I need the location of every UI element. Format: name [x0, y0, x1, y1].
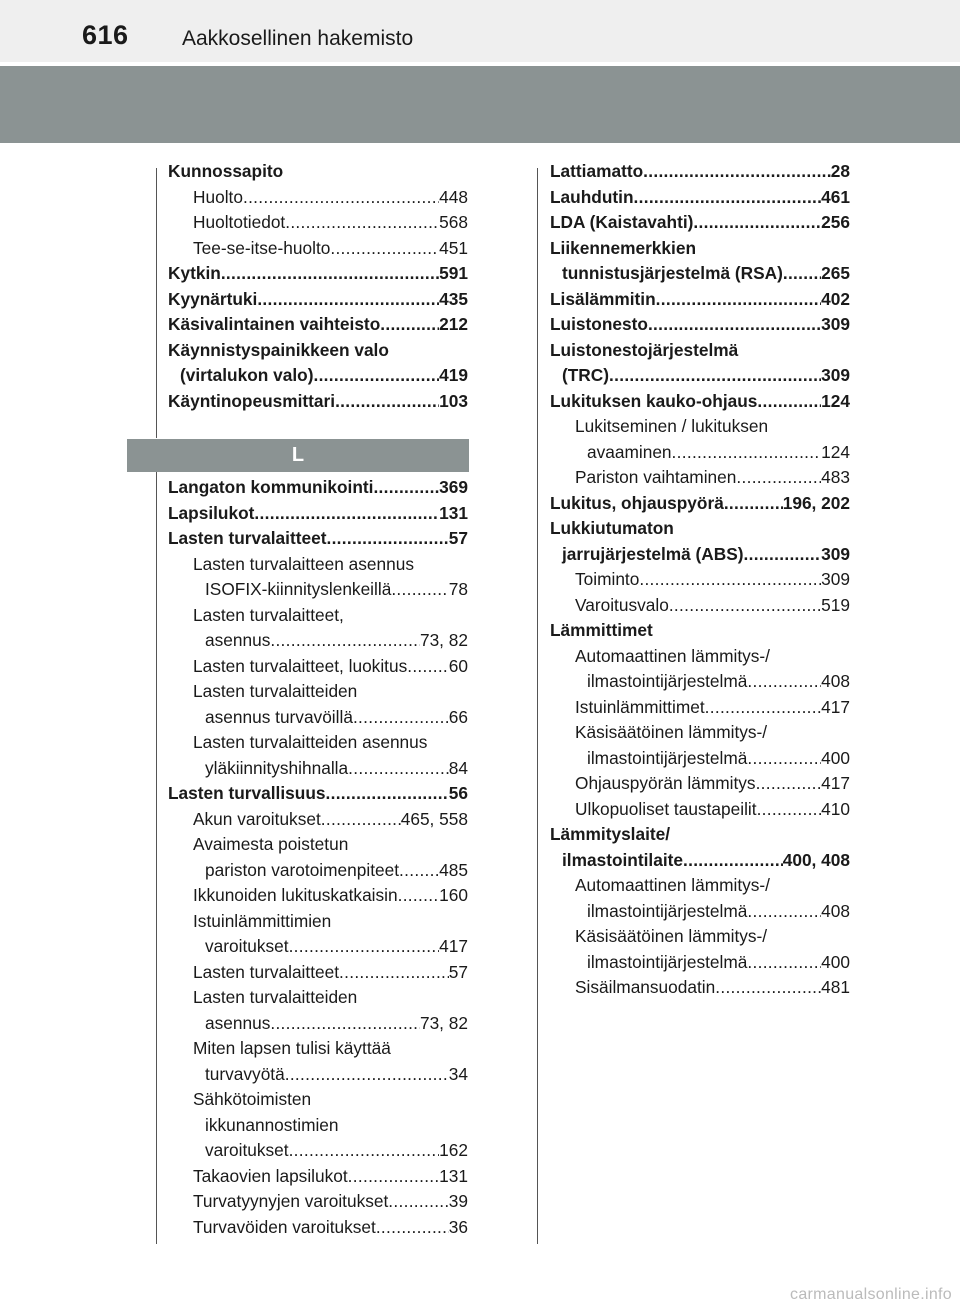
dot-leader: [221, 261, 439, 287]
index-entry: [550, 720, 850, 746]
index-entry: [550, 950, 850, 976]
index-term: Käsivalintainen vaihteisto: [168, 314, 381, 334]
index-term: Käynnistyspainikkeen valo: [168, 339, 389, 360]
index-term: Sähkötoimisten: [193, 1089, 312, 1109]
index-entry: [168, 338, 468, 364]
page-reference: 66: [448, 706, 468, 727]
index-term: Lasten turvalaitteet: [168, 528, 327, 548]
page-reference: 519: [821, 594, 850, 615]
index-term: Lasten turvalaitteet, luokitus: [193, 655, 408, 676]
index-entry: [550, 873, 850, 899]
index-term: Turvavöiden varoitukset: [193, 1216, 376, 1237]
page-reference: 369: [439, 477, 468, 497]
dot-leader: [373, 475, 439, 501]
page-reference: 196, 202: [782, 492, 850, 513]
dot-leader: [648, 312, 821, 338]
dot-leader: [289, 1138, 440, 1164]
index-term: Lapsilukot: [168, 502, 255, 523]
page-reference: 39: [448, 1191, 468, 1211]
index-entry: [168, 363, 468, 389]
index-term: Ohjauspyörän lämmitys: [575, 773, 756, 793]
page-reference: 461: [821, 186, 850, 207]
page-reference: 419: [439, 365, 468, 385]
dot-leader: [639, 567, 821, 593]
dot-leader: [705, 695, 822, 721]
dot-leader: [407, 654, 449, 680]
index-term: ikkunannostimien: [205, 1114, 339, 1135]
index-term: (TRC): [562, 365, 610, 385]
index-term: pariston varotoimenpiteet: [205, 859, 400, 880]
dot-leader: [643, 159, 831, 185]
index-term: ilmastointijärjestelmä: [587, 747, 748, 768]
index-term: ilmastointijärjestelmä: [587, 951, 748, 972]
index-term: ilmastointilaite: [562, 849, 683, 870]
dot-leader: [313, 363, 439, 389]
index-entry: [168, 832, 468, 858]
index-entry: [550, 363, 850, 389]
page-reference: 400: [821, 747, 850, 768]
index-entry: [550, 644, 850, 670]
index-entry: [168, 261, 468, 287]
index-entry: [168, 654, 468, 680]
index-entry: [550, 491, 850, 517]
index-entry: [168, 1011, 468, 1037]
page-reference: 481: [821, 977, 850, 997]
page-reference: 212: [439, 314, 468, 334]
dot-leader: [388, 1189, 448, 1215]
index-entry: [168, 577, 468, 603]
index-term: Käsisäätöinen lämmitys-/: [575, 926, 768, 946]
page-reference: 57: [448, 528, 468, 548]
dot-leader: [736, 465, 821, 491]
page-reference: 124: [821, 390, 850, 411]
index-entry: [550, 797, 850, 823]
index-term: Lukitus, ohjauspyörä: [550, 492, 724, 513]
index-entry: [168, 909, 468, 935]
dot-leader: [398, 883, 440, 909]
index-term: Avaimesta poistetun: [193, 834, 349, 854]
page-reference: 309: [821, 543, 850, 564]
index-term: ISOFIX-kiinnityslenkeillä: [205, 579, 392, 599]
index-entry: [550, 389, 850, 415]
dot-leader: [348, 756, 449, 782]
dot-leader: [669, 593, 821, 619]
index-entry: [550, 261, 850, 287]
index-term: Lämmityslaite/: [550, 824, 671, 844]
dot-leader: [353, 705, 449, 731]
index-term: Liikennemerkkien: [550, 237, 696, 258]
page-reference: 78: [448, 579, 468, 599]
index-entry: [168, 1087, 468, 1113]
index-term: Lasten turvalaitteet,: [193, 604, 344, 625]
index-entry: [168, 730, 468, 756]
page-reference: 256: [821, 212, 850, 232]
index-term: Lasten turvalaitteiden: [193, 987, 358, 1007]
index-entry: [550, 669, 850, 695]
page-reference: 417: [821, 696, 850, 717]
index-term: Lasten turvalaitteen asennus: [193, 553, 414, 574]
index-term: yläkiinnityshihnalla: [205, 757, 349, 778]
index-term: Lisälämmitin: [550, 288, 656, 309]
index-entry: [168, 1164, 468, 1190]
page-reference: 408: [821, 671, 850, 691]
index-entry: [550, 312, 850, 338]
index-entry: [168, 185, 468, 211]
index-term: Lattiamatto: [550, 161, 644, 181]
index-term: Lukituksen kauko-ohjaus: [550, 390, 758, 411]
dot-leader: [339, 960, 449, 986]
index-term: Takaovien lapsilukot: [193, 1165, 348, 1186]
index-entry: [168, 1215, 468, 1241]
index-entry: [550, 771, 850, 797]
index-entry: [168, 858, 468, 884]
page-reference: 465, 558: [400, 808, 468, 829]
index-entry: [550, 746, 850, 772]
index-term: Kyynärtuki: [168, 288, 258, 309]
index-entry: [168, 159, 468, 185]
dot-leader: [609, 363, 821, 389]
index-term: Lukitseminen / lukituksen: [575, 416, 769, 436]
page-reference: 410: [821, 798, 850, 819]
index-entry: [168, 603, 468, 629]
index-entry: [550, 516, 850, 542]
index-entry: [550, 542, 850, 568]
index-term: Lukkiutumaton: [550, 518, 674, 538]
index-entry: [168, 236, 468, 262]
dot-leader: [744, 542, 822, 568]
index-term: Pariston vaihtaminen: [575, 467, 737, 487]
page-reference: 435: [439, 288, 468, 309]
index-entry: [550, 695, 850, 721]
index-entry: [550, 185, 850, 211]
dot-leader: [326, 781, 449, 807]
index-entry: [168, 934, 468, 960]
index-term: Lasten turvalaitteiden asennus: [193, 732, 428, 752]
index-entry: [168, 985, 468, 1011]
page-reference: 124: [821, 441, 850, 462]
page-reference: 131: [439, 1165, 468, 1186]
page-reference: 84: [448, 757, 468, 778]
index-entry: [168, 312, 468, 338]
index-term: Toiminto: [575, 569, 640, 589]
index-term: Käyntinopeusmittari: [168, 390, 336, 411]
index-term: Istuinlämmittimet: [575, 696, 705, 717]
dot-leader: [724, 491, 783, 517]
dot-leader: [783, 261, 821, 287]
dot-leader: [756, 771, 822, 797]
index-entry: [168, 475, 468, 501]
index-term: Kytkin: [168, 263, 221, 283]
index-term: Lasten turvallisuus: [168, 783, 326, 803]
index-term: Huoltotiedot: [193, 212, 286, 232]
page-reference: 309: [821, 365, 850, 385]
page-reference: 568: [439, 212, 468, 232]
page-reference: 417: [439, 936, 468, 956]
page-reference: 448: [439, 186, 468, 207]
page-reference: 34: [448, 1063, 468, 1084]
index-term: avaaminen: [587, 441, 672, 462]
index-term: Luistonesto: [550, 314, 648, 334]
index-entry: [168, 552, 468, 578]
left-rule-lower: [156, 472, 157, 1244]
dot-leader: [270, 1011, 420, 1037]
index-term: Miten lapsen tulisi käyttää: [193, 1038, 391, 1058]
dot-leader: [380, 312, 439, 338]
index-entry: [168, 705, 468, 731]
index-entry: [550, 465, 850, 491]
page-reference: 103: [439, 390, 468, 411]
page-title: Aakkosellinen hakemisto: [182, 27, 414, 50]
header-band: [0, 66, 960, 143]
page-reference: 60: [448, 655, 468, 676]
index-entry: [550, 848, 850, 874]
page-reference: 451: [439, 237, 468, 258]
page-reference: 309: [821, 314, 850, 334]
index-term: ilmastointijärjestelmä: [587, 900, 748, 921]
dot-leader: [757, 797, 822, 823]
dot-leader: [747, 950, 821, 976]
index-entry: [550, 899, 850, 925]
index-term: asennus turvavöillä: [205, 706, 353, 727]
page-reference: 591: [439, 263, 468, 283]
index-entry: [550, 159, 850, 185]
index-term: Luistonestojärjestelmä: [550, 339, 739, 360]
page-reference: 131: [439, 502, 468, 523]
index-term: LDA (Kaistavahti): [550, 212, 694, 232]
page-reference: 309: [821, 569, 850, 589]
index-term: Kunnossapito: [168, 161, 284, 181]
index-entry: [550, 414, 850, 440]
page-number: 616: [82, 20, 129, 50]
index-term: Akun varoitukset: [193, 808, 321, 829]
index-term: asennus: [205, 1012, 271, 1033]
left-rule: [156, 168, 157, 438]
dot-leader: [376, 1215, 449, 1241]
index-entry: [550, 924, 850, 950]
index-entry: [550, 975, 850, 1001]
page-reference: 400: [821, 951, 850, 972]
page-reference: 73, 82: [419, 1012, 468, 1033]
index-entry: [168, 807, 468, 833]
index-entry: [168, 883, 468, 909]
index-term: Lasten turvalaitteet: [193, 961, 340, 982]
index-entry: [550, 618, 850, 644]
dot-leader: [757, 389, 821, 415]
page-reference: 56: [448, 783, 468, 803]
dot-leader: [330, 236, 439, 262]
dot-leader: [285, 210, 439, 236]
index-entry: [168, 389, 468, 415]
index-term: varoitukset: [205, 936, 289, 956]
dot-leader: [348, 1164, 439, 1190]
index-column-1-bottom: [168, 475, 468, 1240]
index-entry: [168, 1062, 468, 1088]
index-entry: [168, 526, 468, 552]
index-entry: [550, 593, 850, 619]
dot-leader: [289, 934, 440, 960]
dot-leader: [321, 807, 401, 833]
dot-leader: [747, 899, 821, 925]
index-term: Käsisäätöinen lämmitys-/: [575, 722, 768, 742]
dot-leader: [391, 577, 448, 603]
dot-leader: [326, 526, 448, 552]
index-entry: [550, 567, 850, 593]
index-term: Sisäilmansuodatin: [575, 977, 716, 997]
page-reference: 408: [821, 900, 850, 921]
index-term: Ikkunoiden lukituskatkaisin: [193, 885, 398, 905]
index-entry: [550, 822, 850, 848]
index-entry: [550, 236, 850, 262]
index-term: Langaton kommunikointi: [168, 477, 374, 497]
dot-leader: [672, 440, 822, 466]
page-reference: 265: [821, 263, 850, 283]
index-term: Automaattinen lämmitys-/: [575, 645, 770, 666]
index-entry: [168, 756, 468, 782]
index-entry: [168, 210, 468, 236]
index-entry: [168, 287, 468, 313]
page-reference: 57: [448, 961, 468, 982]
dot-leader: [656, 287, 822, 313]
index-term: jarrujärjestelmä (ABS): [562, 543, 744, 564]
page-reference: 28: [830, 161, 850, 181]
index-entry: [550, 287, 850, 313]
page-reference: 36: [448, 1216, 468, 1237]
index-entry: [168, 960, 468, 986]
page-reference: 400, 408: [782, 849, 850, 870]
index-term: varoitukset: [205, 1140, 289, 1160]
index-term: (virtalukon valo): [180, 365, 314, 385]
page-reference: 417: [821, 773, 850, 793]
dot-leader: [243, 185, 439, 211]
dot-leader: [715, 975, 821, 1001]
page-reference: 483: [821, 467, 850, 487]
index-entry: [168, 628, 468, 654]
dot-leader: [285, 1062, 449, 1088]
index-term: asennus: [205, 630, 271, 650]
index-entry: [168, 1036, 468, 1062]
dot-leader: [683, 848, 783, 874]
page-reference: 162: [439, 1140, 468, 1160]
dot-leader: [634, 185, 822, 211]
dot-leader: [270, 628, 420, 654]
index-entry: [168, 679, 468, 705]
index-term: Automaattinen lämmitys-/: [575, 875, 770, 895]
index-entry: [550, 210, 850, 236]
page-reference: 73, 82: [419, 630, 468, 650]
index-entry: [168, 1189, 468, 1215]
page-reference: 485: [439, 859, 468, 880]
index-term: tunnistusjärjestelmä (RSA): [562, 263, 783, 283]
dot-leader: [747, 669, 821, 695]
index-entry: [168, 781, 468, 807]
index-entry: [550, 440, 850, 466]
dot-leader: [257, 287, 439, 313]
index-term: Ulkopuoliset taustapeilit: [575, 798, 757, 819]
dot-leader: [254, 501, 439, 527]
page-reference: 160: [439, 885, 468, 905]
page-reference: 402: [821, 288, 850, 309]
index-term: Varoitusvalo: [575, 594, 669, 615]
index-term: ilmastointijärjestelmä: [587, 671, 748, 691]
index-term: Lämmittimet: [550, 620, 653, 640]
dot-leader: [747, 746, 821, 772]
index-term: Lasten turvalaitteiden: [193, 681, 358, 701]
index-entry: [168, 1138, 468, 1164]
index-term: Turvatyynyjen varoitukset: [193, 1191, 389, 1211]
index-column-2: [550, 159, 850, 1001]
dot-leader: [335, 389, 439, 415]
index-term: turvavyötä: [205, 1063, 285, 1084]
index-column-1-top: [168, 159, 468, 414]
index-term: Istuinlämmittimien: [193, 910, 332, 931]
index-entry: [168, 1113, 468, 1139]
index-term: Huolto: [193, 186, 243, 207]
dot-leader: [693, 210, 821, 236]
watermark: carmanualsonline.info: [790, 1286, 952, 1303]
index-entry: [168, 501, 468, 527]
top-bar: [0, 0, 960, 62]
center-rule: [537, 168, 538, 1244]
index-term: Lauhdutin: [550, 186, 634, 207]
dot-leader: [399, 858, 439, 884]
index-term: Tee-se-itse-huolto: [193, 237, 331, 258]
section-letter-band: L: [127, 439, 469, 472]
index-entry: [550, 338, 850, 364]
